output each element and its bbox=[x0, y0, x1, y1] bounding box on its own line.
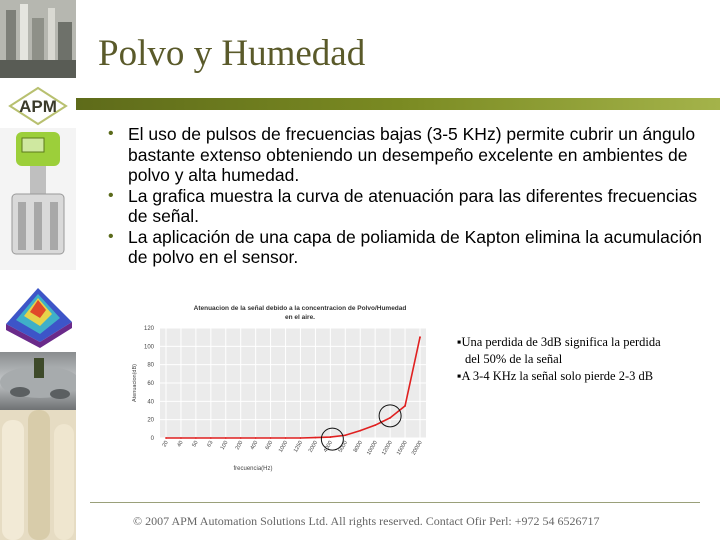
note-line: ▪A 3-4 KHz la señal solo pierde 2-3 dB bbox=[457, 369, 654, 383]
data-point bbox=[210, 437, 212, 439]
x-tick-label: 200 bbox=[234, 440, 245, 451]
y-tick-label: 40 bbox=[147, 399, 154, 406]
data-point bbox=[285, 437, 287, 439]
title-underline bbox=[76, 98, 720, 110]
note-line: del 50% de la señal bbox=[465, 352, 563, 366]
tank-photo bbox=[0, 352, 76, 410]
sensor-photo bbox=[0, 128, 76, 270]
x-axis-label: frecuencia(Hz) bbox=[233, 466, 273, 472]
data-point bbox=[374, 424, 376, 426]
data-point bbox=[419, 336, 421, 338]
data-point bbox=[225, 437, 227, 439]
chart-title: en el aire. bbox=[285, 314, 315, 321]
y-tick-label: 80 bbox=[147, 362, 154, 369]
note-line: ▪Una perdida de 3dB significa la perdida bbox=[457, 335, 661, 349]
y-tick-label: 0 bbox=[150, 436, 154, 442]
slide-title: Polvo y Humedad bbox=[98, 33, 366, 74]
footer-divider bbox=[90, 502, 700, 503]
factory-photo bbox=[0, 0, 76, 78]
x-tick-label: 10000 bbox=[366, 440, 379, 457]
bullet-item bbox=[108, 124, 708, 186]
x-tick-label: 50 bbox=[191, 440, 200, 449]
left-image-column bbox=[0, 0, 76, 540]
bullet-item bbox=[108, 186, 708, 227]
data-point bbox=[344, 434, 346, 436]
logo-text: APM bbox=[19, 97, 57, 116]
chart-title: Atenuacion de la señal debido a la concentracion de Polvo/Humedad bbox=[193, 305, 407, 312]
data-point bbox=[315, 437, 317, 439]
x-tick-label: 100 bbox=[219, 440, 230, 451]
data-point bbox=[180, 437, 182, 439]
x-tick-label: 400 bbox=[249, 440, 260, 451]
data-point bbox=[165, 437, 167, 439]
attenuation-chart bbox=[124, 298, 440, 478]
x-tick-label: 40 bbox=[176, 440, 185, 449]
data-point bbox=[255, 437, 257, 439]
data-point bbox=[359, 430, 361, 432]
x-tick-label: 4000 bbox=[322, 440, 335, 454]
data-point bbox=[404, 405, 406, 407]
bullet-list bbox=[108, 124, 708, 268]
y-axis-label: Atenuacion(dB) bbox=[132, 364, 138, 402]
x-tick-label: 8000 bbox=[352, 440, 364, 454]
data-point bbox=[270, 437, 272, 439]
x-tick-label: 20000 bbox=[410, 440, 424, 457]
chart-notes bbox=[457, 334, 707, 385]
bullet-marker: • bbox=[108, 186, 114, 204]
chart-svg bbox=[124, 298, 440, 478]
x-tick-label: 20 bbox=[161, 440, 170, 449]
data-point bbox=[389, 417, 391, 419]
footer-copyright: © 2007 APM Automation Solutions Ltd. All rights reserved. Contact Ofir Perl: +972 54 6526717 bbox=[133, 514, 600, 528]
data-point bbox=[300, 437, 302, 439]
data-point bbox=[240, 437, 242, 439]
x-tick-label: 63 bbox=[206, 440, 215, 449]
bullet-item bbox=[108, 227, 708, 268]
y-tick-label: 120 bbox=[143, 326, 154, 332]
x-tick-label: 1000 bbox=[277, 440, 290, 454]
y-tick-label: 100 bbox=[143, 344, 154, 351]
x-tick-label: 2000 bbox=[307, 440, 320, 454]
x-tick-label: 15000 bbox=[395, 440, 409, 457]
y-tick-label: 20 bbox=[147, 417, 154, 424]
data-point bbox=[195, 437, 197, 439]
silos-photo bbox=[0, 410, 76, 540]
y-tick-label: 60 bbox=[147, 381, 154, 387]
bullet-marker: • bbox=[108, 125, 114, 142]
x-tick-label: 1250 bbox=[292, 440, 305, 454]
x-tick-label: 600 bbox=[264, 440, 275, 451]
surface-plot-image bbox=[0, 278, 76, 348]
x-tick-label: 12000 bbox=[381, 440, 394, 457]
bullet-text: La grafica muestra la curva de atenuación para las diferentes frecuencias de señal. bbox=[128, 185, 698, 226]
bullet-marker: • bbox=[108, 227, 114, 245]
x-tick-label: 5000 bbox=[337, 440, 350, 454]
apm-logo bbox=[8, 86, 68, 126]
bullet-text: La aplicación de una capa de poliamida de Kapton elimina la acumulación de polvo en el sensor. bbox=[128, 226, 702, 267]
bullet-text: El uso de pulsos de frecuencias bajas (3-5 KHz) permite cubrir un ángulo bastante extenso obteniendo un desempeño excelente en ambientes de polvo y alta humedad. bbox=[128, 124, 696, 185]
data-point bbox=[329, 436, 331, 438]
